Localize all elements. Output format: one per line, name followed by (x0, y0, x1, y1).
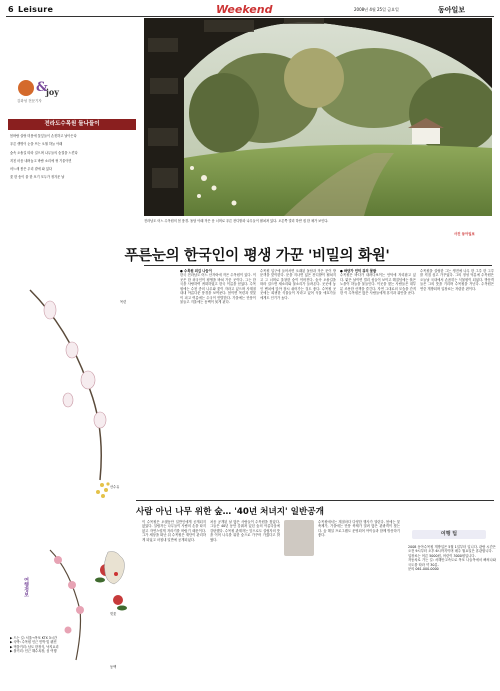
article-text: 수목원에서는 계절마다 다양한 행사가 열린다. 봄에는 꽃 축제가, 가을에는 단풍 축제가 열려 많은 관광객이 찾는다. 숲 해설 프로그램도 운영되어 아이들과 함께 방문하기 좋다. (318, 520, 400, 538)
author-avatar (18, 80, 34, 96)
poem-line: 꽃 한 송이 풀 한 포기 모두가 정겨운 날 (10, 175, 65, 180)
second-headline: 사람 아닌 나무 위한 숲… '40년 처녀지' 일반공개 (136, 507, 324, 517)
main-photo (144, 18, 492, 216)
joy-label: joy (46, 87, 59, 97)
poem-line: 어느새 봄은 우리 곁에 와 있다 (10, 167, 53, 172)
article-text: 수목원을 설립한 그는 생전에 나무 한 그루 한 그루를 직접 심고 가꾸었다. 그의 정성 덕분에 수목원은 오늘날 국내에서 손꼽히는 식물원이 되었다. 방문객들은 그의 뜻을 기리며 수목원을 거닌다. 수목원은 연중 개방되며 입장료는 저렴한 편이다. (420, 269, 494, 291)
article-column-3 (340, 269, 416, 296)
headline: 푸른눈의 한국인이 평생 가꾼 '비밀의 화원' (124, 248, 390, 264)
ampersand-icon: & (36, 80, 48, 95)
headline-rule (144, 265, 492, 266)
photo-credit: 사진 동아일보 (454, 232, 475, 236)
flower-label: 목련 (120, 300, 127, 304)
author-label: 김화성 전문기자 (17, 99, 42, 103)
poem-line: 지친 마음 내려놓고 바람 소리에 귀 기울이면 (10, 158, 72, 163)
travel-info-label: 여행정보 (23, 577, 29, 597)
flower-label: 산수유 (110, 485, 120, 489)
story2-column-3 (318, 520, 400, 538)
tip-item: 2008 동아수목원 개방일은 5월 1일부터 입니다. 관람 시간은 오전 9시부터 오후 6시까지이며 매주 월요일은 휴관합니다. (408, 545, 496, 554)
newspaper-name: 동아일보 (438, 6, 466, 14)
page-number: 6 (8, 5, 14, 14)
section-rule (136, 500, 494, 501)
photo-caption: 전라남도 어느 수목원의 봄 풍경. 돌담 아래 작은 문 너머로 푸른 잔디밭과 나무들이 펼쳐져 있다. 오른쪽 멀리 하얀 집 한 채가 보인다. (144, 219, 329, 223)
article-column-4 (420, 269, 494, 291)
route-item: ▶ 드는 길: 서울→목포 KTX 3시간 (10, 636, 57, 640)
story2-column-1 (142, 520, 206, 542)
flower-label: 동백 (110, 665, 117, 669)
poem-line: 숲속 오솔길 따라 걸으며 나무들의 숨결을 느낀다 (10, 150, 78, 155)
location-map (102, 550, 128, 586)
column-title: 전라도수목원 둘나들이 (8, 119, 136, 130)
route-item: ▶ 볼거리: 인근 해수욕장, 섬 여행 (10, 648, 57, 653)
weekend-logo: Weekend (216, 3, 273, 16)
tip-item: 문의 061-000-0000 (408, 567, 439, 572)
article-column-2 (260, 269, 336, 300)
issue-date: 2008년 4월 25일 금요일 (354, 7, 399, 12)
route-item: ▶ 먹을거리: 남도 한정식, 낙지요리 (10, 644, 59, 649)
travel-tips-title: 여행 팁 (412, 530, 486, 539)
flower-label: 벚꽃 (110, 612, 117, 616)
article-column-1 (180, 269, 256, 305)
flower-illustrations (10, 270, 142, 670)
section-title: Leisure (18, 5, 54, 14)
story2-column-2 (210, 520, 280, 542)
poem-line: 푸른 생명이 눈을 뜨는 오월 하늘 아래 (10, 142, 63, 147)
travel-tips-text (408, 545, 496, 572)
article-text: 수목원 입구에 들어서면 오래된 돌담과 작은 문이 방문객을 맞이한다. 문을 지나면 넓은 잔디밭이 펼쳐지고 그 너머로 울창한 숲이 이어진다. 숲속 오솔길을 따라 걸으면 새소리와 물소리가 들려온다. 곳곳에 놓인 벤치에 앉아 잠시 쉬어가는 것도 좋다. 수목원 곳곳에는 희귀한 식물들이 자라고 있어 식물 애호가들에게도 인기가 높다. (260, 269, 336, 300)
poem-line: 봄바람 살랑 미풍에 꽃잎들이 손짓하고 날아든다 (10, 134, 77, 138)
article-subhead: ● 수목원 외길 나들이 (180, 269, 212, 273)
route-item: ▶ 숙박: 수목원 인근 민박 및 펜션 (10, 640, 57, 645)
tip-item: 입장료는 어른 5000원, 어린이 3000원입니다. (408, 553, 476, 558)
tip-item: 자동차로 가는 길: 서해안고속도로 목포 나들목에서 빠져나와 국도를 따라 약 30분. (408, 558, 496, 567)
article-text: 한국 전라남도 어느 산자락에 작은 수목원이 있다. 이곳은 한 외국인이 평생을 바쳐 가꾼 곳이다. 그는 한국을 사랑하여 귀화하였고 한국 이름을 얻었다. 수목원에는 수천 종의 나무와 꽃이 자라고 있으며 사계절 내내 아름다운 풍경을 보여준다. 봄이면 목련과 벚꽃이 피고 여름에는 수국이 만발한다. 가을에는 단풍이 물들고 겨울에는 동백이 붉게 핀다. (180, 273, 256, 305)
article-text: 이 수목원은 오랫동안 일반인에게 공개되지 않았다. 설립자는 나무들이 사람의 손을 타지 않고 자연스럽게 자라기를 바랐기 때문이다. 그가 세상을 떠난 뒤 수목원은 재단이 관리하게 되었고 마침내 일반에 공개되었다. (142, 520, 206, 542)
header-rule (6, 16, 494, 17)
column-poem (10, 134, 134, 184)
route-info (10, 636, 138, 653)
article-text: 수목원은 바다가 내려다보이는 언덕에 자리잡고 있다. 맑은 날이면 멀리 섬들이 보이고 해질녘에는 붉은 노을이 하늘을 물들인다. 이곳을 찾는 사람들은 대부분 조용한 산책을 즐긴다. 자연 그대로의 모습을 간직한 이 수목원은 많은 사람들에게 휴식과 위안을 준다. (340, 273, 416, 296)
article-text: 처음 공개된 날 많은 사람들이 수목원을 찾았다. 그들은 40년 동안 감춰져 있던 숲의 아름다움에 감탄했다. 수목원 관계자는 앞으로도 설립자의 뜻을 이어 나무를 위한 숲으로 가꾸어 가겠다고 밝혔다. (210, 520, 280, 542)
article-subhead: ● 바닷가 언덕 위의 꽃밭 (340, 269, 377, 273)
author-photo (284, 520, 314, 556)
